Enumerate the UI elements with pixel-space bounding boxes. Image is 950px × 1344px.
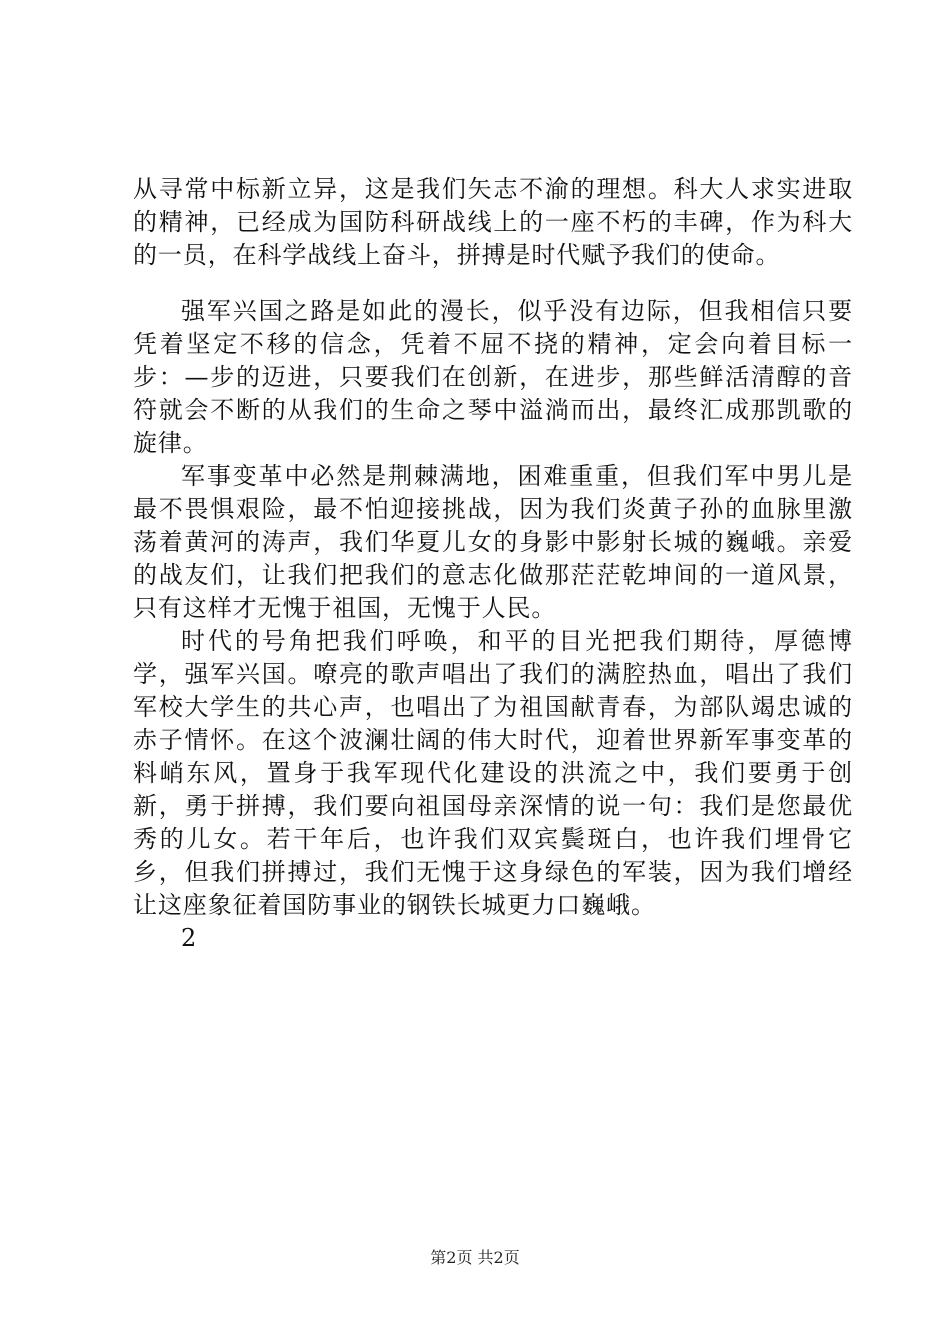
- page-footer: 第2页 共2页: [430, 1248, 520, 1267]
- document-body: [133, 173, 853, 955]
- paragraph-3: 军事变革中必然是荆棘满地，困难重重，但我们军中男儿是最不畏惧艰险，最不怕迎接挑战，因为我们炎黄子孙的血脉里激荡着黄河的涛声，我们华夏儿女的身影中影射长城的巍峨。亲爱的战友们，让我们把我们的意志化做那茫茫乾坤间的一道风景，只有这样才无愧于祖国，无愧于人民。: [133, 462, 853, 622]
- inline-page-number: 2: [181, 924, 198, 952]
- paragraph-2: 强军兴国之路是如此的漫长，似乎没有边际，但我相信只要凭着坚定不移的信念，凭着不屈不挠的精神，定会向着目标一步：—步的迈进，只要我们在创新，在进步，那些鲜活清醇的音符就会不断的从我们的生命之琴中溢淌而出，最终汇成那凯歌的旋律。: [133, 297, 853, 457]
- paragraph-1: 从寻常中标新立异，这是我们矢志不渝的理想。科大人求实进取的精神，已经成为国防科研战线上的一座不朽的丰碑，作为科大的一员，在科学战线上奋斗，拼搏是时代赋予我们的使命。: [133, 175, 853, 269]
- paragraph-4: 时代的号角把我们呼唤，和平的目光把我们期待，厚德博学，强军兴国。嘹亮的歌声唱出了我们的满腔热血，唱出了我们军校大学生的共心声，也唱出了为祖国献青春，为部队竭忠诚的赤子情怀。在这个波澜壮阔的伟大时代，迎着世界新军事变革的料峭东风，置身于我军现代化建设的洪流之中，我们要勇于创新，勇于拼搏，我们要向祖国母亲深情的说一句：我们是您最优秀的儿女。若干年后，也许我们双宾鬓斑白，也许我们埋骨它乡，但我们拼搏过，我们无愧于这身绿色的军装，因为我们增经让这座象征着国防事业的钢铁长城更力口巍峨。: [133, 627, 853, 919]
